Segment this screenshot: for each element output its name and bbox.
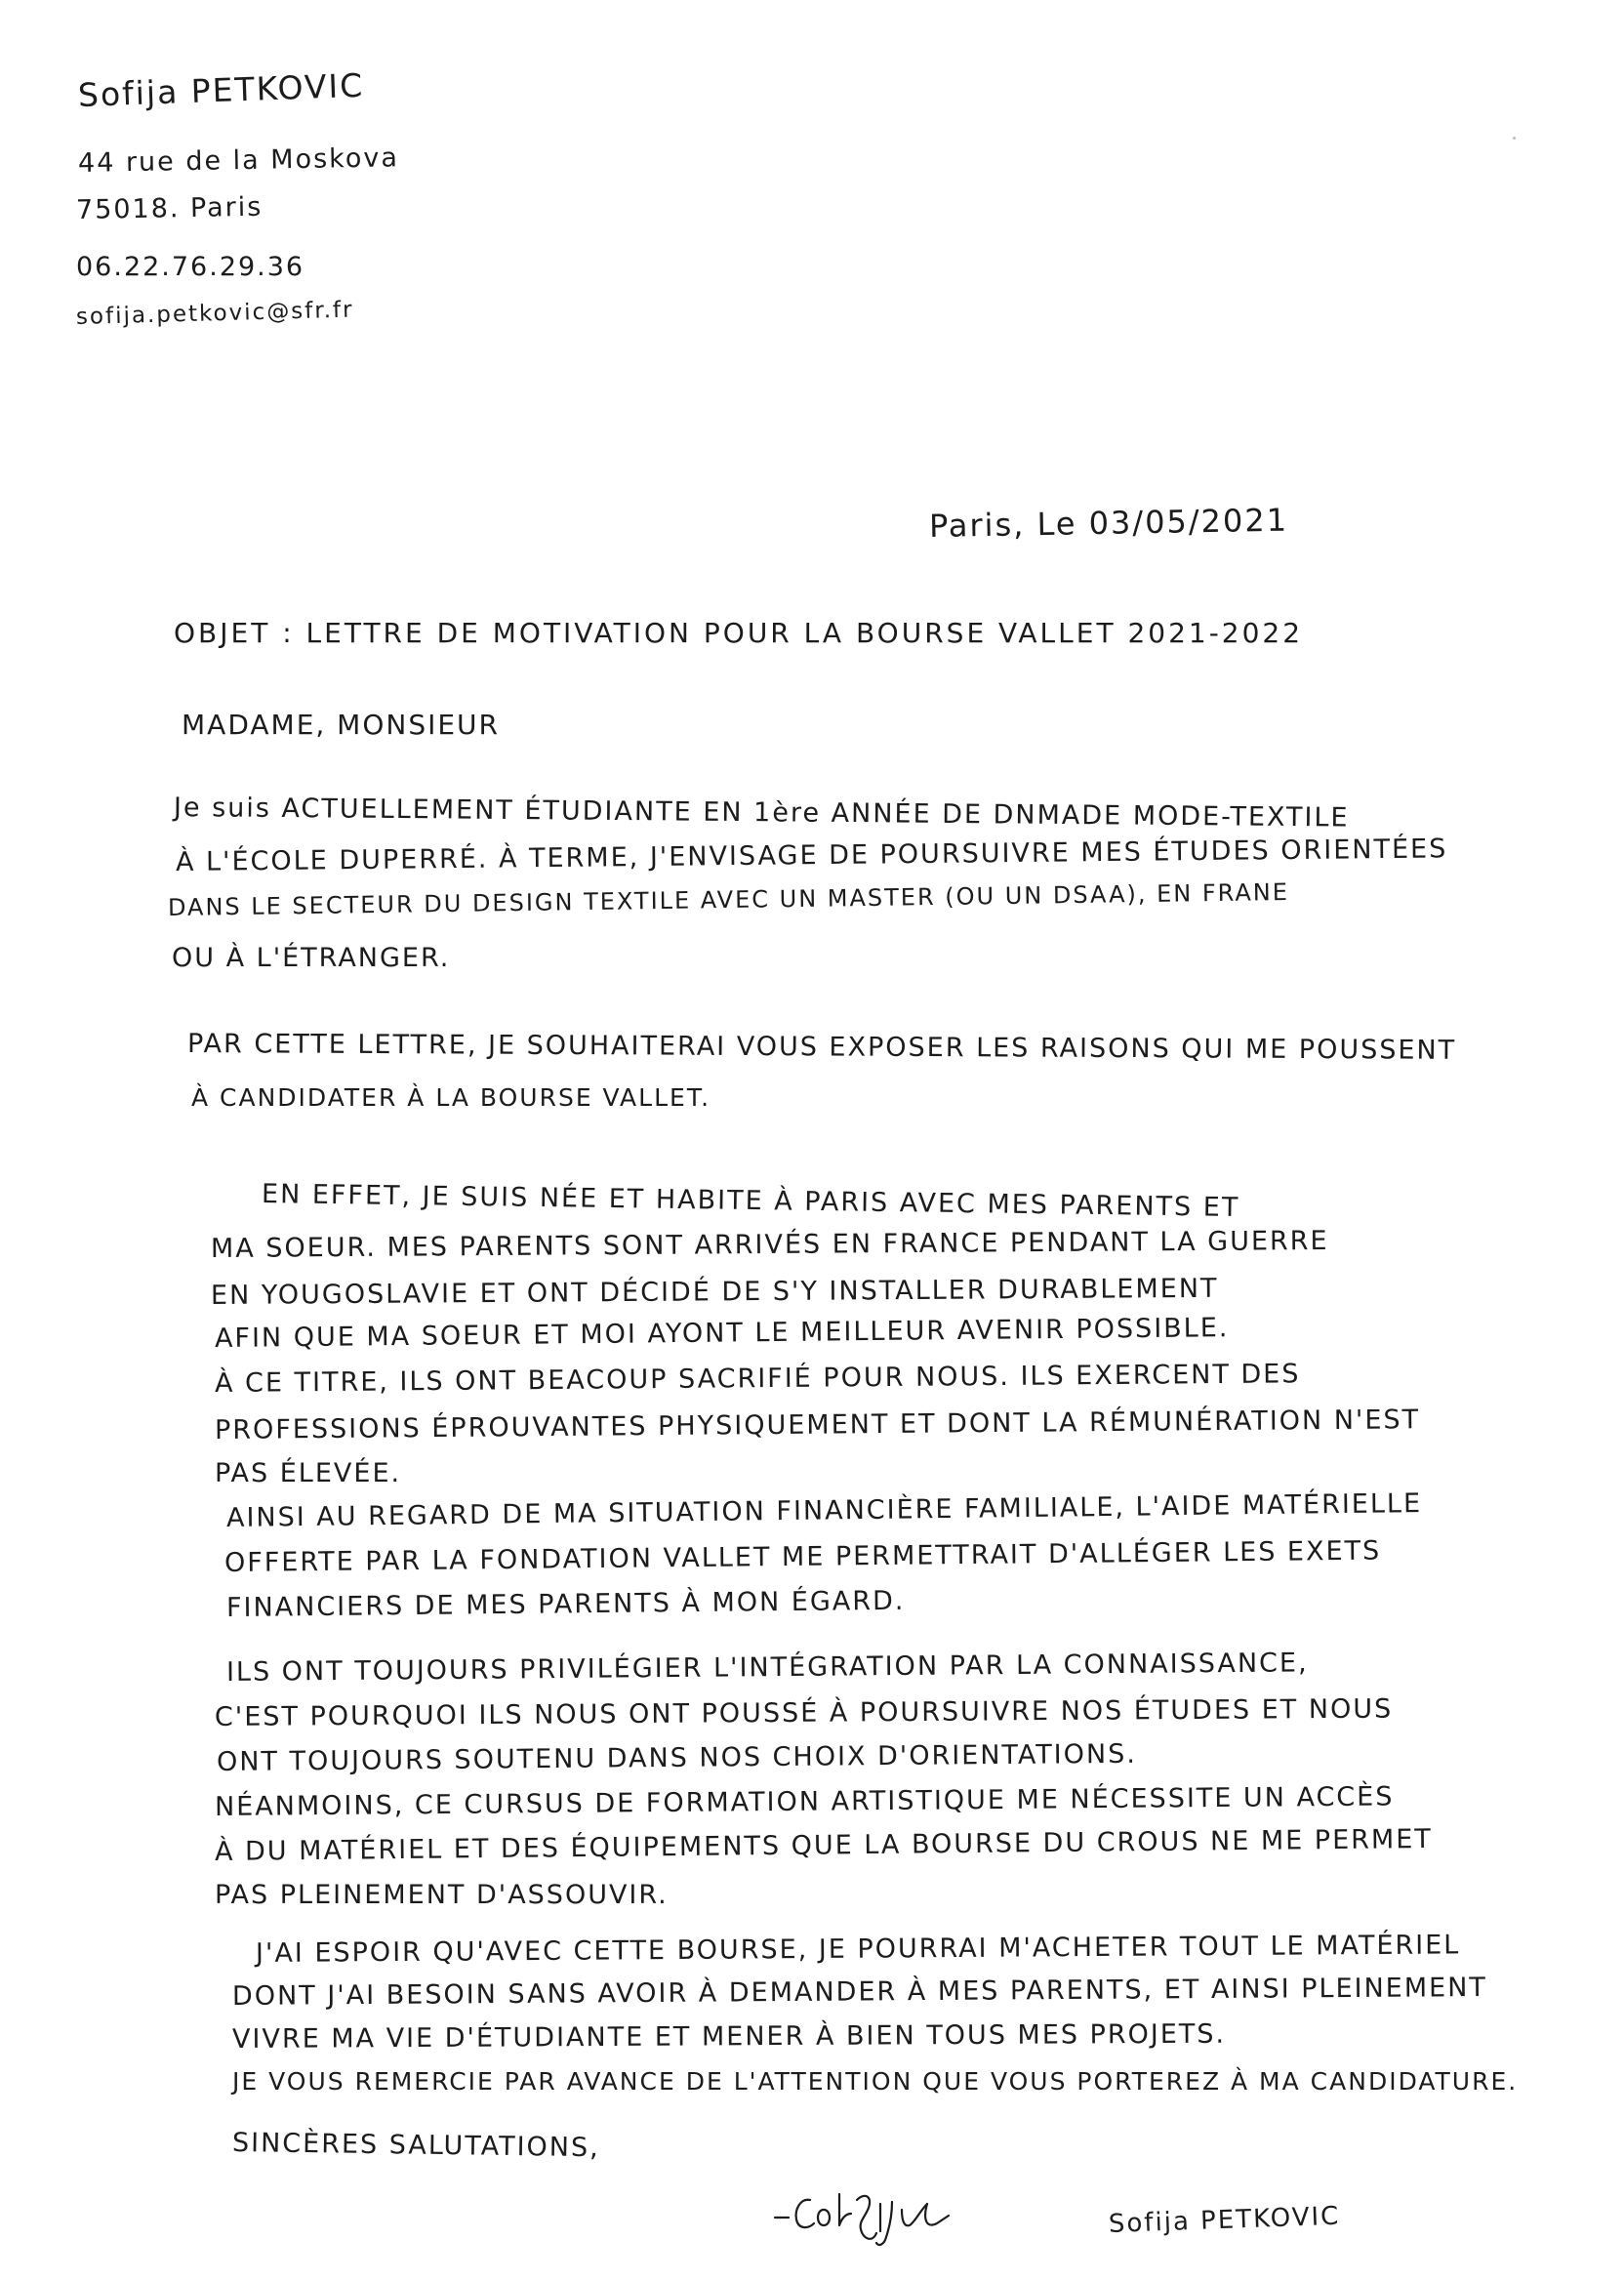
- sender-email: sofija.petkovic@sfr.fr: [75, 297, 354, 330]
- paper-speck: [1513, 137, 1516, 140]
- body-line: VIVRE MA VIE D'ÉTUDIANTE ET MENER À BIEN TOUS MES PROJETS.: [231, 2018, 1227, 2055]
- body-line: À DU MATÉRIEL ET DES ÉQUIPEMENTS QUE LA BOURSE DU CROUS NE ME PERMET: [214, 1823, 1433, 1867]
- body-line: À L'ÉCOLE DUPERRÉ. À TERME, J'ENVISAGE DE POURSUIVRE MES ÉTUDES ORIENTÉES: [175, 834, 1448, 877]
- body-line: PAS PLEINEMENT D'ASSOUVIR.: [215, 1880, 669, 1910]
- body-line: Je suis ACTUELLEMENT ÉTUDIANTE EN 1ère ANNÉE DE DNMADE MODE-TEXTILE: [173, 793, 1350, 834]
- closing-line: SINCÈRES SALUTATIONS,: [231, 2128, 600, 2164]
- body-line: PROFESSIONS ÉPROUVANTES PHYSIQUEMENT ET DONT LA RÉMUNÉRATION N'EST: [214, 1405, 1421, 1445]
- sender-name: Sofija PETKOVIC: [77, 65, 365, 114]
- body-line: C'EST POURQUOI ILS NOUS ONT POUSSÉ À POURSUIVRE NOS ÉTUDES ET NOUS: [214, 1693, 1394, 1732]
- sender-phone: 06.22.76.29.36: [76, 252, 305, 282]
- body-line: AINSI AU REGARD DE MA SITUATION FINANCIÈRE FAMILIALE, L'AIDE MATÉRIELLE: [225, 1488, 1423, 1533]
- handwritten-signature: [771, 2175, 956, 2253]
- body-line: OU À L'ÉTRANGER.: [172, 943, 451, 973]
- body-line: MA SOEUR. MES PARENTS SONT ARRIVÉS EN FRANCE PENDANT LA GUERRE: [210, 1226, 1329, 1264]
- body-line: AFIN QUE MA SOEUR ET MOI AYONT LE MEILLEUR AVENIR POSSIBLE.: [214, 1313, 1230, 1354]
- body-line: DANS LE SECTEUR DU DESIGN TEXTILE AVEC UN MASTER (OU UN DSAA), EN FRANE: [167, 877, 1290, 921]
- sender-street: 44 rue de la Moskova: [77, 142, 400, 179]
- body-line: J'AI ESPOIR QU'AVEC CETTE BOURSE, JE POURRAI M'ACHETER TOUT LE MATÉRIEL: [255, 1930, 1461, 1969]
- place-date: Paris, Le 03/05/2021: [928, 501, 1289, 545]
- body-line: EN YOUGOSLAVIE ET ONT DÉCIDÉ DE S'Y INSTALLER DURABLEMENT: [210, 1273, 1219, 1311]
- body-line: À CANDIDATER À LA BOURSE VALLET.: [191, 1083, 711, 1112]
- signature-typed-name: Sofija PETKOVIC: [1108, 2201, 1341, 2239]
- body-line: OFFERTE PAR LA FONDATION VALLET ME PERMETTRAIT D'ALLÉGER LES EXETS: [223, 1535, 1382, 1578]
- body-line: ILS ONT TOUJOURS PRIVILÉGIER L'INTÉGRATION PAR LA CONNAISSANCE,: [225, 1648, 1309, 1688]
- body-line: ONT TOUJOURS SOUTENU DANS NOS CHOIX D'ORIENTATIONS.: [216, 1738, 1138, 1777]
- body-line: À CE TITRE, ILS ONT BEACOUP SACRIFIÉ POUR NOUS. ILS EXERCENT DES: [214, 1359, 1301, 1399]
- body-line: JE VOUS REMERCIE PAR AVANCE DE L'ATTENTION QUE VOUS PORTEREZ À MA CANDIDATURE.: [232, 2067, 1519, 2096]
- body-line: NÉANMOINS, CE CURSUS DE FORMATION ARTISTIQUE ME NÉCESSITE UN ACCÈS: [214, 1781, 1395, 1822]
- body-line: PAS ÉLEVÉE.: [215, 1458, 402, 1488]
- body-line: PAR CETTE LETTRE, JE SOUHAITERAI VOUS EXPOSER LES RAISONS QUI ME POUSSENT: [186, 1029, 1457, 1066]
- body-line: EN EFFET, JE SUIS NÉE ET HABITE À PARIS AVEC MES PARENTS ET: [261, 1179, 1240, 1223]
- sender-city: 75018. Paris: [75, 191, 264, 225]
- body-line: DONT J'AI BESOIN SANS AVOIR À DEMANDER À MES PARENTS, ET AINSI PLEINEMENT: [231, 1973, 1487, 2012]
- subject-line: OBJET : LETTRE DE MOTIVATION POUR LA BOURSE VALLET 2021-2022: [174, 617, 1304, 649]
- body-line: FINANCIERS DE MES PARENTS À MON ÉGARD.: [225, 1585, 906, 1623]
- salutation: MADAME, MONSIEUR: [182, 709, 500, 741]
